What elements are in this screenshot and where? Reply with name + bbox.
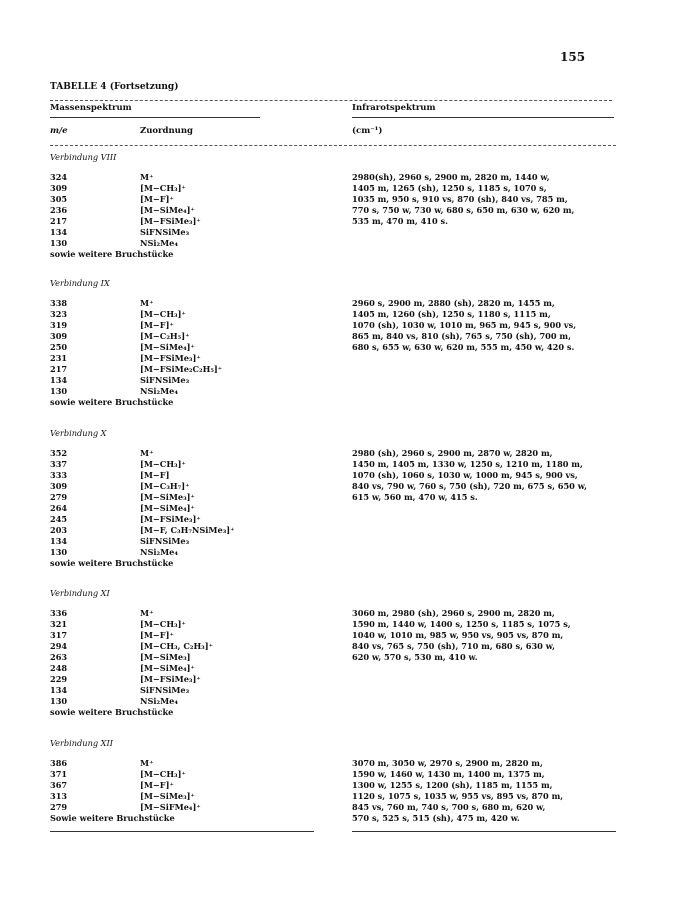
ir-bands: 1070 (sh), 1060 s, 1030 w, 1000 m, 945 s, 900 vs, [352, 470, 578, 480]
table-row [50, 791, 640, 802]
assignment: [M−SiMe₃] [140, 652, 191, 662]
further-fragments-note: sowie weitere Bruchstücke [50, 558, 174, 568]
assignment: [M−FSiMe₃]⁺ [140, 514, 201, 524]
table-row [50, 685, 640, 696]
assignment: [M−CH₃]⁺ [140, 459, 186, 469]
table-row [50, 652, 640, 663]
ir-bands: 1040 w, 1010 m, 985 w, 950 vs, 905 vs, 870 m, [352, 630, 564, 640]
table-row [50, 525, 640, 536]
assignment-header: Zuordnung [140, 126, 193, 136]
bottom-rule-left [50, 831, 314, 832]
further-fragments-note: Sowie weitere Bruchstücke [50, 813, 175, 823]
mz-value: 217 [50, 364, 68, 374]
section-title: Verbindung IX [50, 278, 110, 288]
top-rule [50, 100, 612, 101]
ir-bands: 535 m, 470 m, 410 s. [352, 216, 449, 226]
table-row [50, 183, 640, 194]
assignment: [M−F]⁺ [140, 194, 174, 204]
ir-bands: 1590 w, 1460 w, 1430 m, 1400 m, 1375 m, [352, 769, 545, 779]
header-rule-right [352, 117, 614, 118]
assignment: M⁺ [140, 448, 154, 458]
mz-value: 279 [50, 802, 68, 812]
assignment: [M−F] [140, 470, 170, 480]
table-row [50, 342, 640, 353]
table-row [50, 696, 640, 707]
mz-value: 130 [50, 547, 68, 557]
mz-value: 317 [50, 630, 68, 640]
mz-value: 309 [50, 331, 68, 341]
assignment: NSi₂Me₄ [140, 696, 178, 706]
table-row [50, 492, 640, 503]
table-row [50, 216, 640, 227]
section-verbindung-xi [50, 586, 640, 718]
mz-value: 309 [50, 183, 68, 193]
assignment: NSi₂Me₄ [140, 238, 178, 248]
mass-spectrum-header: Massenspektrum [50, 103, 132, 113]
ir-bands: 1300 w, 1255 s, 1200 (sh), 1185 m, 1155 m, [352, 780, 553, 790]
ir-bands: 845 vs, 760 m, 740 s, 700 s, 680 m, 620 w, [352, 802, 546, 812]
ir-unit-header: (cm⁻¹) [352, 126, 383, 136]
assignment: [M−CH₃]⁺ [140, 183, 186, 193]
table-row [50, 813, 640, 824]
assignment: M⁺ [140, 758, 154, 768]
assignment: [M−SiMe₃]⁺ [140, 791, 195, 801]
mz-value: 321 [50, 619, 68, 629]
mz-value: 203 [50, 525, 68, 535]
table-row [50, 375, 640, 386]
ir-bands: 840 vs, 765 s, 750 (sh), 710 m, 680 s, 630 w, [352, 641, 555, 651]
column-header-rule [50, 145, 616, 146]
table-row [50, 386, 640, 397]
mz-value: 264 [50, 503, 68, 513]
assignment: [M−SiMe₄]⁺ [140, 663, 195, 673]
table-title: TABELLE 4 (Fortsetzung) [50, 82, 179, 92]
assignment: [M−CH₃, C₂H₃]⁺ [140, 641, 213, 651]
mz-value: 245 [50, 514, 68, 524]
assignment: [M−F, C₃H₇NSiMe₃]⁺ [140, 525, 235, 535]
table-row [50, 514, 640, 525]
further-fragments-note: sowie weitere Bruchstücke [50, 707, 174, 717]
table-row [50, 780, 640, 791]
table-row [50, 663, 640, 674]
mz-value: 134 [50, 227, 68, 237]
assignment: SiFNSiMe₃ [140, 536, 190, 546]
assignment: [M−C₂H₅]⁺ [140, 331, 190, 341]
mz-header: m/e [50, 126, 68, 136]
mz-value: 231 [50, 353, 68, 363]
mz-value: 324 [50, 172, 68, 182]
table-row [50, 448, 640, 459]
ir-bands: 1120 s, 1075 s, 1035 w, 955 vs, 895 vs, 870 m, [352, 791, 564, 801]
table-row [50, 769, 640, 780]
mz-value: 130 [50, 238, 68, 248]
infrared-spectrum-header: Infrarotspektrum [352, 103, 436, 113]
mz-value: 229 [50, 674, 68, 684]
assignment: [M−SiMe₄]⁺ [140, 205, 195, 215]
assignment: [M−FSiMe₃]⁺ [140, 353, 201, 363]
section-verbindung-ix [50, 276, 640, 408]
mz-value: 319 [50, 320, 68, 330]
table-row [50, 172, 640, 183]
assignment: SiFNSiMe₃ [140, 227, 190, 237]
mz-value: 338 [50, 298, 68, 308]
mz-value: 279 [50, 492, 68, 502]
table-row [50, 320, 640, 331]
mz-value: 217 [50, 216, 68, 226]
ir-bands: 680 s, 655 w, 630 w, 620 m, 555 m, 450 w, 420 s. [352, 342, 575, 352]
mz-value: 367 [50, 780, 68, 790]
assignment: M⁺ [140, 172, 154, 182]
table-row [50, 309, 640, 320]
table-row [50, 608, 640, 619]
assignment: [M−FSiMe₂C₂H₅]⁺ [140, 364, 223, 374]
table-row [50, 194, 640, 205]
ir-bands: 615 w, 560 m, 470 w, 415 s. [352, 492, 478, 502]
assignment: SiFNSiMe₃ [140, 685, 190, 695]
table-row [50, 758, 640, 769]
assignment: [M−F]⁺ [140, 630, 174, 640]
mz-value: 305 [50, 194, 68, 204]
assignment: [M−CH₃]⁺ [140, 769, 186, 779]
table-row [50, 205, 640, 216]
mz-value: 250 [50, 342, 68, 352]
mz-value: 313 [50, 791, 68, 801]
assignment: [M−FSiMe₃]⁺ [140, 216, 201, 226]
mz-value: 134 [50, 685, 68, 695]
ir-bands: 570 s, 525 s, 515 (sh), 475 m, 420 w. [352, 813, 520, 823]
assignment: [M−SiMe₄]⁺ [140, 503, 195, 513]
section-verbindung-viii [50, 150, 640, 260]
table-row [50, 536, 640, 547]
ir-bands: 2980 (sh), 2960 s, 2900 m, 2870 w, 2820 m, [352, 448, 553, 458]
section-title: Verbindung X [50, 428, 107, 438]
table-row [50, 364, 640, 375]
mz-value: 236 [50, 205, 68, 215]
mz-value: 130 [50, 386, 68, 396]
mz-value: 333 [50, 470, 68, 480]
table-row [50, 503, 640, 514]
ir-bands: 1070 (sh), 1030 w, 1010 m, 965 m, 945 s, 900 vs, [352, 320, 577, 330]
ir-bands: 1035 m, 950 s, 910 vs, 870 (sh), 840 vs, 785 m, [352, 194, 568, 204]
ir-bands: 1590 m, 1440 w, 1400 s, 1250 s, 1185 s, 1075 s, [352, 619, 571, 629]
page-number: 155 [560, 50, 586, 64]
table-row [50, 238, 640, 249]
assignment: NSi₂Me₄ [140, 386, 178, 396]
mz-value: 337 [50, 459, 68, 469]
assignment: [M−SiMe₃]⁺ [140, 492, 195, 502]
mz-value: 263 [50, 652, 68, 662]
table-row [50, 630, 640, 641]
ir-bands: 865 m, 840 vs, 810 (sh), 765 s, 750 (sh), 700 m, [352, 331, 571, 341]
further-fragments-note: sowie weitere Bruchstücke [50, 249, 174, 259]
mz-value: 336 [50, 608, 68, 618]
assignment: [M−F]⁺ [140, 780, 174, 790]
ir-bands: 620 w, 570 s, 530 m, 410 w. [352, 652, 478, 662]
assignment: M⁺ [140, 298, 154, 308]
ir-bands: 3070 m, 3050 w, 2970 s, 2900 m, 2820 m, [352, 758, 543, 768]
section-title: Verbindung XII [50, 738, 113, 748]
bottom-rule-right [352, 831, 616, 832]
mz-value: 134 [50, 536, 68, 546]
assignment: [M−SiFMe₄]⁺ [140, 802, 201, 812]
assignment: [M−C₃H₇]⁺ [140, 481, 190, 491]
table-row [50, 674, 640, 685]
ir-bands: 840 vs, 790 w, 760 s, 750 (sh), 720 m, 675 s, 650 w, [352, 481, 587, 491]
assignment: [M−F]⁺ [140, 320, 174, 330]
table-row [50, 298, 640, 309]
section-title: Verbindung VIII [50, 152, 117, 162]
assignment: M⁺ [140, 608, 154, 618]
section-title: Verbindung XI [50, 588, 110, 598]
table-row [50, 641, 640, 652]
table-row [50, 470, 640, 481]
assignment: [M−CH₃]⁺ [140, 619, 186, 629]
ir-bands: 770 s, 750 w, 730 w, 680 s, 650 m, 630 w, 620 m, [352, 205, 575, 215]
table-row [50, 459, 640, 470]
further-fragments-note: sowie weitere Bruchstücke [50, 397, 174, 407]
table-row [50, 802, 640, 813]
section-verbindung-x [50, 426, 640, 569]
table-row [50, 331, 640, 342]
ir-bands: 3060 m, 2980 (sh), 2960 s, 2900 m, 2820 m, [352, 608, 555, 618]
mz-value: 134 [50, 375, 68, 385]
mz-value: 323 [50, 309, 68, 319]
mz-value: 386 [50, 758, 68, 768]
section-verbindung-xii [50, 736, 640, 824]
ir-bands: 1405 m, 1260 (sh), 1250 s, 1180 s, 1115 m, [352, 309, 551, 319]
mz-value: 294 [50, 641, 68, 651]
header-rule-left [50, 117, 260, 118]
ir-bands: 2960 s, 2900 m, 2880 (sh), 2820 m, 1455 m, [352, 298, 555, 308]
table-row [50, 481, 640, 492]
ir-bands: 2980(sh), 2960 s, 2900 m, 2820 m, 1440 w, [352, 172, 550, 182]
assignment: NSi₂Me₄ [140, 547, 178, 557]
mz-value: 371 [50, 769, 68, 779]
ir-bands: 1405 m, 1265 (sh), 1250 s, 1185 s, 1070 s, [352, 183, 547, 193]
mz-value: 352 [50, 448, 68, 458]
mz-value: 309 [50, 481, 68, 491]
table-row [50, 227, 640, 238]
table-row [50, 353, 640, 364]
table-row [50, 547, 640, 558]
table-row [50, 619, 640, 630]
assignment: [M−FSiMe₃]⁺ [140, 674, 201, 684]
ir-bands: 1450 m, 1405 m, 1330 w, 1250 s, 1210 m, 1180 m, [352, 459, 583, 469]
mz-value: 248 [50, 663, 68, 673]
assignment: [M−CH₃]⁺ [140, 309, 186, 319]
mz-value: 130 [50, 696, 68, 706]
assignment: [M−SiMe₄]⁺ [140, 342, 195, 352]
assignment: SiFNSiMe₃ [140, 375, 190, 385]
